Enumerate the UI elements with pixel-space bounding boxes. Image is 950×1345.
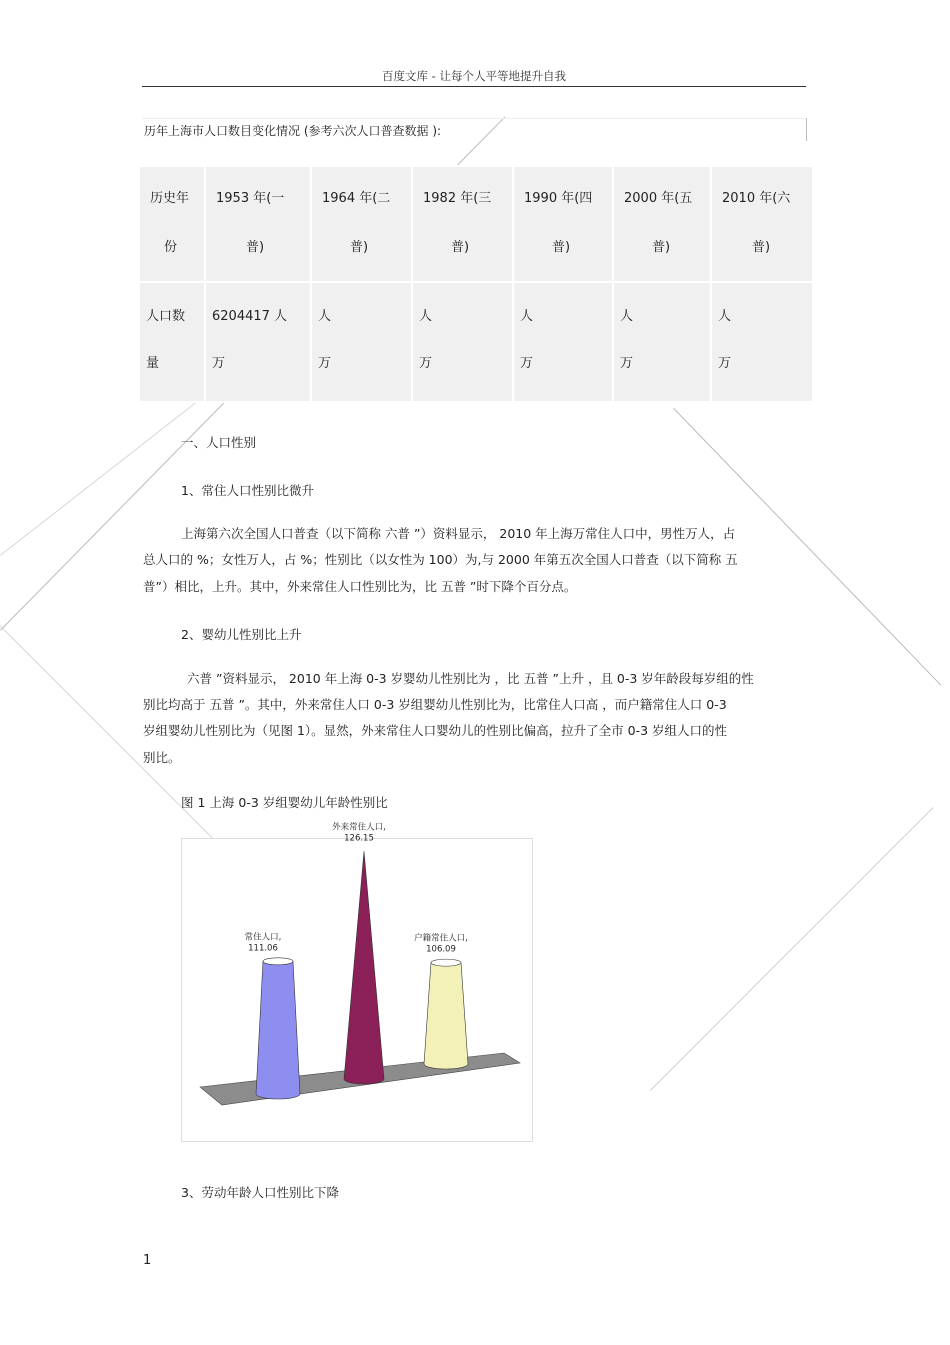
header-divider [142, 86, 806, 87]
background-line [673, 408, 941, 686]
subsection-heading: 2、婴幼儿性别比上升 [181, 627, 302, 642]
table-cell: 人 万 [711, 282, 813, 402]
page-number: 1 [143, 1253, 152, 1268]
table-header-cell: 2000 年(五 普) [613, 166, 711, 282]
table-cell: 人 万 [412, 282, 513, 402]
paragraph-line: 别比。 [143, 750, 181, 765]
section-heading: 一、人口性别 [181, 435, 257, 450]
chart-svg [182, 822, 532, 1141]
table-header-cell: 历史年 份 [139, 166, 205, 282]
paragraph-line: 六普 ”资料显示， 2010 年上海 0-3 岁婴幼儿性别比为 ，比 五普 ”上升 ，且 0-3 岁年龄段每岁组的性 [187, 671, 754, 686]
paragraph-line: 总人口的 %；女性万人，占 %；性别比（以女性为 100）为,与 2000 年第五次全国人口普查（以下简称 五 [143, 552, 738, 567]
chart-bar-2 [424, 963, 468, 1069]
background-line [650, 807, 934, 1091]
table-header-cell: 1964 年(二 普) [311, 166, 412, 282]
table-header-cell: 2010 年(六 普) [711, 166, 813, 282]
table-header-cell: 1982 年(三 普) [412, 166, 513, 282]
chart-bar-1 [344, 851, 384, 1084]
table-cell: 人口数 量 [139, 282, 205, 402]
chart-bar-top-2 [431, 959, 461, 966]
chart-data-label-0: 常住人口, [244, 932, 282, 943]
chart-data-label-1: 126.15 [344, 833, 374, 844]
table-cell: 人 万 [613, 282, 711, 402]
table-header-cell: 1990 年(四 普) [513, 166, 613, 282]
table-header-cell: 1953 年(一 普) [205, 166, 311, 282]
chart-data-label-2: 106.09 [426, 944, 456, 955]
subsection-heading: 1、常住人口性别比微升 [181, 483, 314, 498]
population-table [138, 165, 814, 403]
table-header-row [139, 166, 813, 282]
chart-bar-top-0 [263, 958, 293, 965]
figure-caption: 图 1 上海 0-3 岁组婴幼儿年龄性别比 [181, 795, 388, 810]
table-cell: 6204417 人 万 [205, 282, 311, 402]
paragraph-line: 岁组婴幼儿性别比为（见图 1）。显然，外来常住人口婴幼儿的性别比偏高，拉升了全市 0-3 岁组人口的性 [143, 723, 728, 738]
subsection-heading: 3、劳动年龄人口性别比下降 [181, 1185, 339, 1200]
chart-data-label-0: 111.06 [248, 943, 278, 954]
table-cell: 人 万 [311, 282, 412, 402]
chart-frame [181, 822, 533, 1142]
chart-data-label-1: 外来常住人口, [332, 822, 386, 833]
table-row [139, 282, 813, 402]
paragraph-line: 普”）相比，上升。其中，外来常住人口性别比为，比 五普 ”时下降个百分点。 [143, 579, 577, 594]
table-caption: 历年上海市人口数目变化情况 (参考六次人口普查数据 ): [144, 124, 442, 138]
table-cell: 人 万 [513, 282, 613, 402]
chart-bar-0 [256, 961, 300, 1099]
chart-data-label-2: 户籍常住人口, [414, 933, 468, 944]
page-header: 百度文库 - 让每个人平等地提升自我 [382, 69, 566, 83]
paragraph-line: 别比均高于 五普 ”。其中，外来常住人口 0-3 岁组婴幼儿性别比为，比常住人口高 ，而户籍常住人口 0-3 [143, 697, 727, 712]
paragraph-line: 上海第六次全国人口普查（以下简称 六普 ”）资料显示， 2010 年上海万常住人口中，男性万人，占 [181, 526, 736, 541]
